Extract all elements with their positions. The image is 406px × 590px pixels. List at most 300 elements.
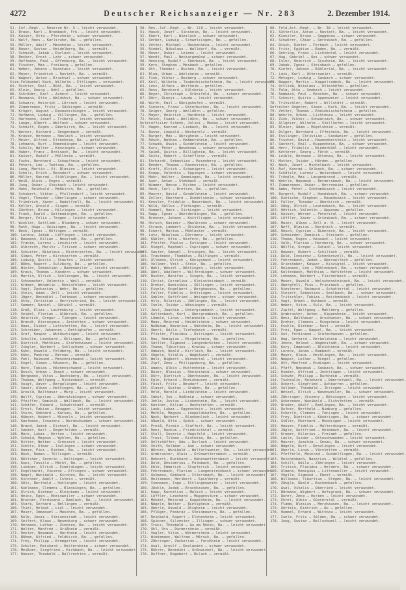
casualty-list-line: 176. Duffner, Dagobert — Bulach — vermißt. bbox=[140, 551, 231, 556]
casualty-list-line: 103. Albrecht, Moritz — Titisee — schwer verwundet. bbox=[10, 245, 121, 250]
casualty-list-line: 112. Wölfle, Gregor — Gutach — leicht verwundet. bbox=[270, 245, 374, 250]
casualty-list-line: 175. Schuler, Reinhard — Heitersheim — schwer verwundet. bbox=[10, 543, 132, 548]
casualty-list-line: 162. Ulrich, Dietmar — Kleinkems — leicht verwundet. bbox=[10, 489, 123, 494]
casualty-list-line: 51. Hauck, Josef — Sinsheim, Ba. — leicht verwundet. bbox=[140, 30, 253, 35]
casualty-list-line: 84. Knapp, Valentin — Eppingen — schwer verwundet. bbox=[140, 170, 249, 175]
casualty-list-line: 53. Gerber, Ludwig — Schwetzingen, Ba. — gefallen. bbox=[140, 38, 249, 43]
casualty-list-line: 133. Dürr, Dietrich — Oberhausen, Ba. — leicht verwundet. bbox=[140, 373, 264, 378]
casualty-list-line: 128. Armbruster, Anton — Kippenheim — leicht verwundet. bbox=[270, 311, 389, 316]
casualty-list-line: 123. Steiert, Sebastian — Seelbach, Ba. — schwer verwundet. bbox=[270, 291, 398, 295]
casualty-list-line: 75. Burger, Max — Obrigheim — leicht verwundet. bbox=[140, 133, 242, 138]
casualty-list-line: 136. Kury, Immanuel — Bleichheim — leicht verwundet. bbox=[270, 344, 383, 349]
casualty-list-line: 145. Preiß, Pirmin — Staffort, Ba. — leicht verwundet. bbox=[140, 423, 257, 428]
casualty-list-line: 122. Haas, Isidor — Lottstetten, Ba. — leicht verwundet. bbox=[10, 324, 132, 329]
casualty-list-line: 174. Flamm, Blasius — Merzhausen, Ba. — leicht verwundet. bbox=[270, 502, 394, 507]
casualty-list-line: 128. Vögele, Vitalis — Waghäusel — vermißt. bbox=[140, 353, 234, 358]
casualty-list-line: 165. Oberle, Oswald — Ötigheim — leicht verwundet. bbox=[140, 506, 249, 511]
casualty-list-line: 77. Schwab, Oswin — Gundelsheim — leicht verwundet. bbox=[140, 141, 251, 146]
casualty-list-line: 106. Maier, Alban — Zell a. H. — leicht verwundet. bbox=[270, 220, 379, 225]
casualty-list-line: 163. Mündel, Meinrad — Kuppenheim, Ba. — leicht verwundet. bbox=[140, 498, 266, 503]
casualty-list-line: 126. Weber, Vitus — Sulz, Ba. — leicht verwundet. bbox=[270, 303, 377, 308]
casualty-list-line: 107. Neff, Blasius — Nordrach — vermißt. bbox=[270, 224, 357, 229]
casualty-list-line: 52. Ebert, Karl — Wiesloch — schwer verwundet. bbox=[140, 34, 240, 39]
casualty-list-line: 70. Krüger, August — Donaueschingen — leicht verwundet. bbox=[10, 108, 129, 113]
casualty-list-line: 163. Reichenbach, Nazarius — Wildtal — gefallen. bbox=[270, 456, 374, 461]
casualty-list-line: 59. Hoffmann, Paul — Offenburg, Ba. — leicht verwundet. bbox=[10, 59, 129, 64]
casualty-list-line: 168. Kolb, Jonas — Steinenstadt — leicht verwundet. bbox=[10, 514, 121, 519]
casualty-list-line: 86. Fischer, David — Haueneberstein — leicht verwundet. bbox=[270, 137, 389, 142]
casualty-list-line: 173. Zähringer, Zacharias — Forchheim — leicht verwundet. bbox=[140, 539, 264, 544]
casualty-list-line: 125. Vogt, Urban — Kuhbach — vermißt. bbox=[270, 299, 351, 304]
casualty-list-line: 130. Zipf, Zeno — Philippsburg, Ba. — gefallen. bbox=[140, 361, 242, 366]
casualty-list-line: 67. Hug, Gabriel — Oos — schwer verwundet. bbox=[270, 54, 361, 59]
casualty-list-line: 85. Esslinger, Christian — Sandweier — gefallen. bbox=[270, 133, 374, 138]
casualty-list-line: 58. Henning, Rudolf — Eberbach, Ba. — leicht verwundet. bbox=[140, 59, 259, 64]
casualty-list-line: 78. Kurz, Peter — Neudenau — schwer verwundet. bbox=[140, 146, 240, 151]
casualty-list-line: 104. Kaiser, Werner — Peterstal — leicht verwundet. bbox=[270, 212, 381, 217]
casualty-list-line: 125. Sattler, Sigmund — Langenbrücken — leicht verwundet. bbox=[140, 340, 264, 345]
casualty-list-line: 115. Jäger, Benedikt — Todtmoos — schwer verwundet. bbox=[10, 295, 121, 300]
page-bottom-edge bbox=[0, 580, 400, 590]
casualty-list-line: 152. Haase, Pius — Riehen, Ba. — leicht verwundet. bbox=[10, 448, 119, 453]
casualty-list-line: 91. Kessler, Fridolin — Bauerbach, Ba. — leicht verwundet. bbox=[140, 199, 266, 204]
casualty-list-line: 131. Eschle, Dietmar — Rust — vermißt. bbox=[270, 324, 353, 329]
casualty-list-line: 101. Faller, Theodor — Oberkirch — vermißt. bbox=[270, 199, 364, 204]
casualty-list-line: 157. Kromer, Hilarius — Freiamt — gefallen. bbox=[270, 431, 364, 436]
casualty-list-line: 175. Bührer, Benedikt — Grünwinkel, Ba. — leicht verwundet. bbox=[140, 547, 268, 552]
casualty-list-line: 167. Reinbold, Rupert — Elchesheim — leicht verwundet. bbox=[140, 514, 257, 519]
casualty-list-line: 73. Hagen, Konrad — Limbach, Ba. — leicht verwundet. bbox=[140, 125, 253, 130]
casualty-list-line: 72. Hartmann, Josef — Triberg — leicht verwundet. bbox=[10, 117, 117, 122]
casualty-list-line: 100. Lorenz, Jakob — Löffingen — leicht verwundet. bbox=[10, 233, 119, 238]
casualty-list-line: 170. Uhl, Urs — Durmersheim — vermißt. bbox=[140, 527, 223, 532]
casualty-list-line: 89. Hahn, Reinhold — Meßkirch, Ba. — gefallen. bbox=[10, 187, 110, 192]
casualty-list-line: 174. Asal, Arnulf — Daxlanden — schwer verwundet. bbox=[140, 543, 247, 548]
casualty-list-line: 165. Tritsch, Placidus — Herdern, Ba. — schwer verwundet. bbox=[270, 464, 394, 469]
casualty-list-line: 52. Braun, Karl — Brombach, Frk. — leicht verwundet. bbox=[10, 30, 123, 35]
header-rule bbox=[10, 23, 390, 24]
casualty-list-line: 100. Kübler, Otto — Niefern, Ba. — gefallen. bbox=[140, 237, 236, 242]
casualty-list-line: 101. Pfeifer, Paulus — Eutingen — leicht verwundet. bbox=[140, 241, 251, 246]
casualty-list-line: 99. Burgert, Rudolf — Hundsbach, Ba. — schwer verwundet. bbox=[270, 191, 392, 196]
casualty-list-line: 127. Zipfel, Wolfgang — Mahlberg — gefallen. bbox=[270, 307, 366, 312]
casualty-list-line: 133. Gut, Ferdinand — Grafenhausen — gefallen. bbox=[270, 332, 370, 337]
casualty-list-line: 145. Kaufmann, Innozenz — Nordschwaben — schwer verwundet. bbox=[10, 419, 136, 424]
casualty-list-line: 95. Brenner, Johann — Knittlingen — leicht verwundet. bbox=[140, 216, 255, 221]
text-column-2 bbox=[140, 26, 277, 576]
casualty-list-line: 150. Veith, Volkmar — Aue — schwer verwundet. bbox=[140, 444, 238, 449]
casualty-list-line: 140. Ott, Manfred — Endingen — leicht verwundet. bbox=[270, 361, 374, 366]
casualty-list-line: 73. Nopper, Martin — Kappelrodeck, Ba. — leicht verwundet. bbox=[270, 79, 396, 84]
casualty-list-line: 122. Riesterer, Raimund — Schuttertal — leicht verwundet. bbox=[270, 286, 394, 291]
casualty-list-line: 160. Nägele, Kurt — Denzlingen — leicht verwundet. bbox=[270, 444, 379, 449]
casualty-list-line: 134. Egle, Erhard — Rheinhausen — vermißt. bbox=[140, 377, 231, 382]
casualty-list-line: 97. Straub, Lambert — Ötisheim, Ba. — leicht verwundet. bbox=[140, 224, 259, 229]
casualty-list-line: 68. Wirth, Emil — Königshofen — vermißt. bbox=[140, 100, 227, 105]
casualty-list-line: 96. Wehrle, Nepomuk — Bermersbach, Ba. — leicht verwundet. bbox=[270, 179, 396, 184]
casualty-list-line: 121. Brandt, Hieronymus — Jestetten — schwer verwundet. bbox=[10, 319, 129, 324]
casualty-list-line: 95. Tröndle, Max — Langenbrand — vermißt. bbox=[270, 175, 359, 180]
casualty-list-line: 166. Ulmann, Remigius — Littenweiler — leicht verwundet. bbox=[270, 469, 392, 474]
casualty-list-line: 66. Gehring, Franz — Lichtental — leicht verwundet. bbox=[270, 50, 381, 55]
casualty-list-line: 124. Tritschler, Tobias — Reichenbach — leicht verwundet. bbox=[270, 295, 394, 300]
casualty-list-line: 173. Böhme, Otfried — Feldkirch, Ba. — gefallen. bbox=[10, 535, 114, 540]
casualty-list-line: 106. Ludwig, Quirin — Staufen — leicht verwundet. bbox=[10, 257, 117, 262]
casualty-list-line: 129. Walz, Wigbert — Wiesental — leicht verwundet. bbox=[140, 357, 249, 362]
casualty-list-line: 117. Sommer, Daniel — Görwihl — vermißt. bbox=[10, 303, 97, 308]
casualty-list-line: 151. Schütz, Otmar — Inzlingen — schwer verwundet. bbox=[10, 444, 119, 449]
casualty-list-line: 92. Wild, Gallus — Flehingen — vermißt. bbox=[140, 204, 225, 209]
casualty-list-line: 81. Zink, Viktor — Schwarzach, Ba. — schwer verwundet. bbox=[270, 117, 387, 122]
casualty-list-line: 105. Simon, Peter — Kirchzarten — vermißt. bbox=[10, 253, 101, 258]
casualty-list-line: Unteroffizier Schenk, Julius — Mudau — leicht verwundet. bbox=[140, 121, 262, 126]
casualty-list-line: 56. Moser, Oskar — Leimen — leicht verwundet. bbox=[140, 50, 238, 55]
casualty-list-line: 63. Schwörer, Cäsar — Gernsbach, Ba. — gefallen. bbox=[270, 38, 374, 43]
casualty-list-line: 69. Sievers, Franz — Osterburken, Ba. — leicht verwundet. bbox=[140, 104, 264, 109]
casualty-list-line: 119. Seidel, Florian — Albbruck, Ba. — gefallen. bbox=[10, 311, 114, 316]
casualty-list-line: 177. Hauser, Theobald — Ballrechten — vermißt. bbox=[10, 551, 110, 556]
casualty-list-line: 157. Gutmann, Gebhard — Ittersbach, Ba. — leicht verwundet. bbox=[140, 473, 268, 478]
casualty-list-line: 91. Mutter, Isidor — Hörden — gefallen. bbox=[270, 158, 355, 163]
casualty-list-line: 73. Lange, Albert — Wolfach — schwer verwundet. bbox=[10, 121, 112, 126]
casualty-list-line: 148. Trost, Tilman — Rintheim, Ba. — gefallen. bbox=[140, 435, 240, 440]
casualty-list-line: 76. Rösch, Nathan — Haßmersheim, Ba. — gefallen. bbox=[140, 137, 244, 142]
casualty-list-line: 82. Fuchs, Bernhard — Schopfheim — leicht verwundet. bbox=[10, 158, 123, 163]
casualty-list-line: 84. Lang, Martin — St. Blasien — leicht verwundet. bbox=[10, 166, 119, 171]
casualty-list-line: 61. Blum, Urban — Adelsheim — vermißt. bbox=[140, 71, 223, 76]
casualty-list-line: 62. Fink, Viktor — Boxberg — schwer verwundet. bbox=[140, 75, 240, 80]
casualty-list-line: 83. Peters, Leo — Todtnau, Ba. — gefallen. bbox=[10, 162, 101, 167]
issue-date: 2. Dezember 1914. bbox=[327, 9, 390, 18]
casualty-list-line: 65. Fritz, Egidius — Baden, Ba. — vermißt. bbox=[270, 46, 361, 51]
casualty-list-line: 93. Hummel, Hans — Sickingen — leicht verwundet. bbox=[140, 208, 244, 213]
casualty-list-line: 94. Rapp, Ignaz — Oberderdingen, Ba. — gefallen. bbox=[140, 212, 244, 217]
casualty-list-line: 60. Fischer, Max — Freiburg — gefallen. bbox=[10, 63, 95, 68]
casualty-list-line: 150. Bruder, Adolf — Bahlingen, Ba. — leicht verwundet. bbox=[270, 402, 389, 407]
text-column-1 bbox=[10, 26, 147, 576]
casualty-list-line: 111. Dreher, Dominikus — Söllingen — leicht verwundet. bbox=[140, 282, 257, 287]
casualty-list-line: 109. Schmieder, Dominik — Steinach — gefallen. bbox=[270, 233, 370, 238]
casualty-list-line: 70. Geiger, Georg — Walldürn — gefallen. bbox=[140, 108, 227, 113]
casualty-list-line: 66. Schröder, Karl — Achern — leicht verwundet. bbox=[10, 92, 112, 97]
casualty-list-line: 136. Voigt, Xaver — Bergalingen — leicht verwundet. bbox=[10, 382, 121, 387]
casualty-list-line: 105. Löffler, Xaver — Griesbach, Ba. — schwer verwundet. bbox=[270, 216, 392, 221]
casualty-list-line: 112. Krämer, Wendelin — Rheinfelden — leicht verwundet. bbox=[10, 282, 129, 287]
casualty-list-line: 175. Gerteis, Dietrich — Au — gefallen. bbox=[270, 506, 355, 511]
casualty-list-line: 76. Krause, Hermann — Haslach — leicht verwundet. bbox=[10, 133, 117, 138]
casualty-list-line: 74. Ortlieb, Nikolaus — Ottenhöfen — gefallen. bbox=[270, 83, 370, 88]
casualty-list-line: 68. Isler, Heinrich — Sinzheim, Ba. — leicht verwundet. bbox=[270, 59, 389, 64]
casualty-list-line: 53. Kaiser, Otto — Pforzheim — schwer verwundet. bbox=[10, 34, 114, 39]
casualty-list-line: 78. Lehmann, Kurt — Emmendingen — leicht verwundet. bbox=[10, 141, 121, 146]
casualty-list-line: 166. Pflüger, Pankraz — Steinmauern, Ba. — gefallen. bbox=[140, 510, 253, 515]
casualty-list-line: 88. Jung, Oskar — Stockach — leicht verwundet. bbox=[10, 183, 110, 188]
casualty-list-line: 176. Hummel, Erhard — Wittnau — leicht verwundet. bbox=[270, 510, 377, 515]
casualty-list-line: 114. Stein, Adam — Zell — leicht verwundet. bbox=[10, 291, 104, 295]
casualty-list-line: 176. Meißner, Siegfried — Eschbach, Ba. — leicht verwundet. bbox=[10, 547, 138, 552]
casualty-list-line: 107. Böhm, Rupert — Sulzburg, Ba. — gefallen. bbox=[10, 262, 108, 267]
casualty-list-line: 67. Neumann, Otto — Waldshut, Ba. — schwer verwundet. bbox=[10, 96, 125, 101]
casualty-list-line: 113. Vogt, Zacharias — Wehr, Ba. — gefallen. bbox=[10, 286, 106, 291]
casualty-list-line: 118. Kaltenbach, Matthias — Hofstetten — leicht verwundet. bbox=[270, 270, 396, 275]
casualty-list-line: 108. Winter, Sebastian — Badenweiler — leicht verwundet. bbox=[10, 266, 132, 271]
casualty-list-line: 158. Nagel, Wunibald — Kirchen, Ba. — leicht verwundet. bbox=[10, 473, 129, 478]
casualty-list-line: 129. Kühn, Pankraz — Bernau — vermißt. bbox=[10, 353, 93, 358]
casualty-list-line: 156. Jägle, Gottfried — Heimbach, Ba. — leicht verwundet. bbox=[270, 427, 394, 432]
casualty-list-line: 91. Vogel, Theodor — Überlingen — schwer verwundet. bbox=[10, 195, 121, 200]
column-divider-1 bbox=[136, 26, 137, 576]
casualty-list-line: 146. Renz, Rochus — Friedrichstal — vermißt. bbox=[140, 427, 236, 432]
casualty-list-line: 97. Winkler, Gottlieb — Blumberg — schwer verwundet. bbox=[10, 220, 123, 225]
casualty-list-line: 130. Pohl, Raimund — Menzenschwand — leicht verwundet. bbox=[10, 357, 127, 362]
casualty-list-line: 160. Jäckle, Jodok — Bruchhausen, Ba. — gefallen. bbox=[140, 485, 247, 490]
casualty-list-line: 98. Eckert, Markus — Mühlacker — vermißt. bbox=[140, 228, 229, 233]
casualty-list-line: 92. Nock, Josef — Michelbach — leicht verwundet. bbox=[270, 162, 374, 167]
casualty-list-line: 54. Wolf, Hans — Karlsruhe, Ba. — gefallen. bbox=[10, 38, 104, 43]
casualty-list-line: 57. Schmidt, Jakob — Durlach — leicht verwundet. bbox=[10, 50, 114, 55]
casualty-list-line: 54. Vetter, Michael — Hockenheim — leicht verwundet. bbox=[140, 42, 253, 47]
casualty-list-line: 149. Ueltzhöffer, Udo — Durlach — leicht verwundet. bbox=[140, 440, 251, 445]
casualty-list-line: 155. Hauser, Fidelis — Malterdingen — vermißt. bbox=[270, 423, 370, 428]
casualty-list-line: 55. Müller, Adolf — Mannheim — leicht verwundet. bbox=[10, 42, 114, 47]
casualty-list-line: 113. Baumer, Hubert — Schiltach — vermißt. bbox=[270, 249, 361, 254]
casualty-list-line: 99. Lutz, Nikolaus — Dürrmenz — leicht verwundet. bbox=[140, 233, 247, 238]
casualty-list-line: 138. Mayer, Klaus — Hecklingen, Ba. — leicht verwundet. bbox=[270, 353, 389, 358]
casualty-list-line: 120. Moser, Oswald — Welschensteinach, Ba. — leicht verwundet. bbox=[270, 278, 405, 283]
casualty-list-line: 125. Schulte, Leonhard — Ühlingen, Ba. — gefallen. bbox=[10, 336, 119, 341]
casualty-list-line: 160. Götz, Berthold — Huttingen — leicht verwundet. bbox=[10, 481, 121, 486]
casualty-list-line: 141. Schäfer, Eduard — Schwörstadt — vermißt. bbox=[10, 402, 108, 407]
casualty-list-line: 117. Heizmann, Leo — Mühlenbach, Ba. — schwer verwundet. bbox=[270, 266, 392, 271]
casualty-list-line: 82. Allgeier, Wilhelm — Stollhofen — leicht verwundet. bbox=[270, 121, 387, 126]
casualty-list-line: 149. Ackermann, Wunibald — Eichstetten — vermißt. bbox=[270, 398, 377, 403]
casualty-list-line: 168. Willmann, Tiburtius — Stegen, Ba. — leicht verwundet. bbox=[270, 477, 396, 482]
casualty-list-line: 92. Friedrich, Xaver — Radolfzell, Ba. — leicht verwundet. bbox=[10, 199, 136, 204]
casualty-list-line: 131. Amann, Albin — Huttenheim — leicht verwundet. bbox=[140, 365, 249, 370]
casualty-list-line: 50. Res.-Inf.-Regt. — Nr. 110 — leicht verwundet. bbox=[140, 26, 247, 30]
casualty-list-line: 139. Nopper, Lothar — Riegel — gefallen. bbox=[270, 357, 357, 362]
casualty-list-line: 148. Marx, Lukas — Herten — leicht verwundet. bbox=[10, 431, 108, 436]
casualty-list-line: 62. Meyer, Friedrich — Rastatt, Ba. — vermißt. bbox=[10, 71, 110, 76]
casualty-list-line: 98. Ambs, Peter — Schönmünzach — leicht verwundet. bbox=[270, 187, 379, 192]
casualty-list-line: 109. Bucher, Bonifaz — Singen, Ba. — leicht verwundet. bbox=[140, 274, 257, 279]
casualty-list-line: 71. Hofmann, Ludwig — Villingen, Ba. — gefallen. bbox=[10, 112, 114, 117]
casualty-list-line: 142. Ernst, Fabian — Beuggen — leicht verwundet. bbox=[10, 406, 114, 411]
casualty-list-line: 135. Thomas, Wolfgang — Rickenbach — vermißt. bbox=[10, 377, 108, 382]
casualty-list-line: 119. Lämmle, Linus — Helmsheim — leicht verwundet. bbox=[140, 315, 249, 320]
casualty-list-line: 72. Reich, Isaak — Walldürn, Ba. — schwer verwundet. bbox=[140, 117, 253, 122]
casualty-list-line: 77. Schnurr, Quirin — Appenweier — leicht verwundet. bbox=[270, 96, 383, 101]
casualty-list-line: 80. Wehrle, Urban — Lichtenau — leicht verwundet. bbox=[270, 112, 377, 117]
casualty-list-line: 60. Feld-Art.-Regt. — Nr. 30 — leicht verwundet. bbox=[270, 26, 374, 30]
page-number: 4272 bbox=[10, 9, 26, 18]
casualty-list-line: 71. Lais, Karl — Ottersweier — vermißt. bbox=[270, 71, 355, 76]
casualty-list-line: 51. Inf.-Regt. — Reserve Nr. 5 — leicht verwundet. bbox=[10, 26, 119, 30]
casualty-list-line: 124. Graf, Kaspar — Wutöschingen — leicht verwundet. bbox=[10, 332, 123, 337]
casualty-list-line: 140. Kastner, Kilian — Hochstetten — vermißt. bbox=[140, 402, 238, 407]
casualty-list-line: 122. Obert, Odilo — Tiefenbach — vermißt. bbox=[140, 328, 229, 333]
casualty-list-line: 120. Heinrich, Gregor — Tiengen — leicht verwundet. bbox=[10, 315, 121, 320]
casualty-list-line: 150. Ritter, Notker — Grenzach — leicht verwundet. bbox=[10, 440, 119, 445]
casualty-list-line: 124. Rau, Remigius — Mingolsheim, Ba. — gefallen. bbox=[140, 336, 247, 341]
casualty-list-line: 126. Thoma, Tiburtius — Kronau — schwer verwundet. bbox=[140, 344, 249, 349]
casualty-list-line: 170. Asal, Vitalis — Oberried — leicht verwundet. bbox=[270, 485, 377, 490]
casualty-list-line: 134. Hog, Gerhard — Herbolzheim — leicht verwundet. bbox=[270, 336, 381, 341]
casualty-list-line: 129. Benz, Balthasar — Orschweier, Ba. — schwer verwundet. bbox=[270, 315, 396, 320]
text-column-3 bbox=[270, 26, 406, 576]
casualty-list-line: 135. Faist, Fritz — Neudorf — leicht verwundet. bbox=[140, 382, 242, 387]
casualty-list-line: 62. Kienzler, Bruno — Gaggenau — schwer verwundet. bbox=[270, 34, 379, 39]
casualty-list-line: 164. Brunner, Ferdinand — Bamlach, Ba. — leicht verwundet. bbox=[10, 498, 136, 503]
casualty-list-line: 118. Groß, Elias — Laufenburg — leicht verwundet. bbox=[10, 307, 117, 312]
casualty-list-line: 141. Laub, Lukas — Eggenstein — leicht verwundet. bbox=[140, 406, 247, 411]
casualty-list-line: 152. Eckerle, Clemens — Teningen — leicht verwundet. bbox=[270, 411, 383, 416]
casualty-list-line: 143. Schwär, Philipp — Burkheim — vermißt. bbox=[270, 373, 361, 378]
casualty-list-line: 107. Wahl, Wenzel — Nöttingen — leicht verwundet. bbox=[140, 266, 247, 271]
casualty-list-line: 148. Zähringer, Vinzenz — Bötzingen — leicht verwundet. bbox=[270, 394, 389, 399]
casualty-list-line: 134. Bergmann, Vitus — Dachsberg, Ba. — leicht verwundet. bbox=[10, 373, 134, 378]
casualty-list-line: 96. Berger, Felix — Tengen — leicht verwundet. bbox=[10, 216, 110, 221]
casualty-list-line: 172. Dorer, Zeno — Horben — leicht verwundet. bbox=[270, 493, 368, 498]
page-header bbox=[10, 9, 390, 21]
casualty-list-line: 61. Weber, Johann — Konstanz — leicht verwundet. bbox=[10, 67, 114, 72]
casualty-list-line: 137. Lorenz, Jonas — Bombach — vermißt. bbox=[270, 348, 355, 353]
casualty-list-line: 76. Rombach, Paul — Renchen, Ba. — schwer verwundet. bbox=[270, 92, 383, 97]
casualty-list-line: 110. Martin, Ulrich — Schliengen, Ba. — leicht verwundet. bbox=[10, 274, 134, 279]
casualty-list-line: 132. Horn, Tobias — Höchenschwand — leicht verwundet. bbox=[10, 365, 125, 370]
casualty-list-line: 69. Jakob, Ignaz — Steinbach — gefallen. bbox=[270, 63, 357, 68]
casualty-list-line: 161. Oberle, Linus — Vörstetten — vermißt. bbox=[270, 448, 361, 453]
casualty-list-line: 135. Jenne, Helmut — Wagenstadt, Ba. — schwer verwundet. bbox=[270, 340, 392, 345]
casualty-list-line: 121. Nußbaum, Nazarius — Odenheim, Ba. — leicht verwundet. bbox=[140, 324, 266, 329]
casualty-list-line: 69. Zimmermann, Fritz — Säckingen — vermißt. bbox=[10, 104, 106, 109]
casualty-list-line: Gefreiter Ungerer, Simon — Kork, Ba. — leicht verwundet. bbox=[270, 104, 392, 109]
casualty-list-line: 161. Kuhlmann, Clemens — Blansingen, Ba. — gefallen. bbox=[10, 485, 123, 490]
casualty-list-line: 152. Armbruster, Alois — Grünwettersbach — vermißt. bbox=[140, 452, 251, 457]
casualty-list-line: 82. Bender, Thomas — Ravenstein, Ba. — gefallen. bbox=[140, 162, 244, 167]
casualty-list-line: 171. Bärmann, Wigbert — Hofsgrund, Ba. — schwer verwundet. bbox=[270, 489, 396, 494]
casualty-list-line: 123. Schreiber, Johannes — Dettighofen — vermißt. bbox=[10, 328, 117, 333]
casualty-list-line: 83. Kraft, Ulrich — Schweigern — leicht verwundet. bbox=[140, 166, 249, 171]
casualty-list-line: 85. Mohr, Walter — Gemmingen, Ba. — leicht verwundet. bbox=[140, 175, 255, 180]
casualty-list-line: 112. Eisele, Engelbert — Berghausen, Ba. — gefallen. bbox=[140, 286, 253, 291]
casualty-list-line: 127. Umbach, Ubald — Kirrlach, Ba. — leicht verwundet. bbox=[140, 348, 257, 353]
casualty-list-line: 85. Scholz, Erich — Bonndorf — schwer verwundet. bbox=[10, 170, 114, 175]
casualty-list-line: 121. Obergfell, Pius — Prinzbach — gefallen. bbox=[270, 282, 366, 287]
casualty-list-line: 147. Wetzel, Ulrich — Wasenweiler, Ba. — schwer verwundet. bbox=[270, 390, 396, 395]
casualty-list-line: 114. Gabler, Gottfried — Weingarten — schwer verwundet. bbox=[140, 295, 259, 300]
casualty-list-line: 116. Otto, Christian — Herrischried, Ba. — leicht verwundet. bbox=[10, 299, 140, 304]
casualty-list-line: 61. Sütterlin, Anton — Rastatt, Ba. — leicht verwundet. bbox=[270, 30, 389, 35]
casualty-list-line: 157. Engelhardt, Vinzenz — Efringen — schwer verwundet. bbox=[10, 469, 129, 474]
casualty-list-line: 81. Kaiser, Rudolf — Müllheim — vermißt. bbox=[10, 154, 97, 159]
column-divider-2 bbox=[266, 26, 267, 576]
casualty-list-line: 58. Becker, Ernst — Lahr — schwer verwundet. bbox=[10, 54, 106, 59]
casualty-list-line: 132. Baier, Blasius — Rheinsheim — schwer verwundet. bbox=[140, 369, 253, 374]
casualty-list-line: 163. Heinz, Egon — Rheinweiler — schwer verwundet. bbox=[10, 493, 119, 498]
casualty-list-line: 169. Trunz, Theobald — Au am Rhein, Ba. — leicht verwundet. bbox=[140, 522, 268, 527]
casualty-list-line: 136. Glaser, Gustav — Graben, Ba. — gefallen. bbox=[140, 386, 238, 391]
casualty-list-line: 138. Arnold, Balthasar — Murg — leicht verwundet. bbox=[10, 390, 117, 395]
casualty-list-line: 151. Wörner, Wunibald — Wolfartsweier, Ba. — leicht verwundet. bbox=[140, 448, 275, 453]
casualty-list-line: 80. Seitz, Robert — Schefflenz — vermißt. bbox=[140, 154, 229, 159]
casualty-list-line: 79. Spieß, Quirin — Billigheim, Ba. — leicht verwundet. bbox=[140, 150, 259, 155]
casualty-list-line: 77. Meier, Alfred — Ettenheim, Ba. — gefallen. bbox=[10, 137, 110, 142]
casualty-list-line: 78. Tritschler, Robert — Willstätt — vermißt. bbox=[270, 100, 368, 105]
casualty-list-line: 87. Weiß, Alois — Engen — vermißt. bbox=[10, 179, 84, 184]
casualty-list-line: 83. Bleier, Adam — Hügelsheim — vermißt. bbox=[270, 125, 357, 130]
casualty-list-line: 164. Nägele, Notker — Bietigheim — vermißt. bbox=[140, 502, 234, 507]
casualty-list-line: 170. Hermann, Lothar — Zienken, Ba. — leicht verwundet. bbox=[10, 522, 129, 527]
casualty-list-line: 171. Walter, Manfred — Grißheim — vermißt. bbox=[10, 527, 101, 532]
casualty-list-line: 81. Ehrhardt, Sebastian — Rosenberg — leicht verwundet. bbox=[140, 158, 259, 163]
casualty-list-line: 87. Gantert, Emil — Kuppenheim, Ba. — schwer verwundet. bbox=[270, 141, 389, 146]
casualty-list-line: 98. Roth, Hugo — Geisingen, Ba. — leicht verwundet. bbox=[10, 224, 121, 229]
casualty-list-line: 149. Schmid, Magnus — Wyhlen, Ba. — gefallen. bbox=[10, 435, 108, 440]
casualty-list-line: 74. Schmitt, Eugen — Oberkirch, Ba. — leicht verwundet. bbox=[10, 125, 129, 130]
casualty-list-line: 75. Werner, Richard — Gengenbach — vermißt. bbox=[10, 129, 104, 134]
casualty-list-line: 144. Oßwald, Otto — Spöck — schwer verwundet. bbox=[140, 419, 238, 424]
casualty-list-line: 64. Disch, Dieter — Forbach — leicht verwundet. bbox=[270, 42, 372, 47]
casualty-list-line: 70. Kiefer, Johann — Bühlertal, Ba. — leicht verwundet. bbox=[270, 67, 389, 72]
casualty-list-line: 102. Riegel, Raphael — Ispringen — schwer verwundet. bbox=[140, 245, 253, 250]
casualty-list-line: 162. Pfefferle, Meinrad — Gundelfingen, Ba. — leicht verwundet. bbox=[270, 452, 406, 457]
casualty-list-line: 168. Spinner, Silvester — Illingen — schwer verwundet. bbox=[140, 518, 257, 523]
casualty-list-line: 137. Sauer, Alban — Hottingen, Ba. — gefallen. bbox=[10, 386, 110, 391]
casualty-list-line: 132. Frei, Egon — Kappel, Ba. — leicht verwundet. bbox=[270, 328, 377, 333]
casualty-list-line: 158. Heitzmann, Heribert — Spielberg — vermißt. bbox=[140, 477, 242, 482]
casualty-list-line: 102. Franke, Lorenz — Lenzkirch — leicht verwundet. bbox=[10, 241, 121, 246]
casualty-list-line: 63. Keil, Wilhelm — Tauberbischofsheim, Ba. — leicht verwundet. bbox=[140, 79, 277, 84]
casualty-list-line: 138. Imhof, Ivo — Rußheim — schwer verwundet. bbox=[140, 394, 238, 399]
casualty-list-line: 146. Vollmer, Theobald — Ihringen — leicht verwundet. bbox=[270, 386, 385, 391]
casualty-list-line: 102. Gäng, Ulrich — Lautenbach, Ba. — leicht verwundet. bbox=[270, 204, 389, 209]
casualty-list-line: 165. Stark, Gerhard — Bellingen — vermißt. bbox=[10, 502, 101, 507]
casualty-list-line: 103. Sauter, Samuel — Ersingen, Ba. — leicht verwundet. bbox=[140, 249, 259, 254]
casualty-list-line: 90. Schubert, Viktor — Pfullendorf — leicht verwundet. bbox=[10, 191, 127, 196]
casualty-list-line: 86. Auer, Anton — Stebbach — vermißt. bbox=[140, 179, 221, 184]
casualty-list-line: 167. Vögtle, Sigmund — Ebnet — vermißt. bbox=[270, 473, 355, 478]
casualty-list-line: 65. Klein, Georg — Kehl — gefallen. bbox=[10, 88, 86, 93]
casualty-list-line: 96. Hirsch, Kasimir — Maulbronn — schwer verwundet. bbox=[140, 220, 251, 225]
casualty-list-line: 111. Volk, Florian — Hornberg, Ba. — schwer verwundet. bbox=[270, 241, 387, 246]
casualty-list-line: 145. Ückert, Siegfried — Achkarren — gefallen. bbox=[270, 382, 370, 387]
casualty-list-line: 88. Heck, Carl — Bretten, Ba. — gefallen. bbox=[140, 187, 229, 192]
page-title: Deutscher Reichsanzeiger — Nr. 283 bbox=[103, 9, 297, 18]
casualty-list-line: 147. Stoll, Severin — Hagsfeld — leicht verwundet. bbox=[140, 431, 249, 436]
casualty-list-line: 99. Beck, Ignaz — Hüfingen — vermißt. bbox=[10, 228, 91, 233]
casualty-list-line: 169. Zängle, Ubald — Buchenbach — gefallen. bbox=[270, 481, 364, 486]
casualty-list-line: 55. Riedel, Nikolaus — Walldorf, Ba. — vermißt. bbox=[140, 46, 242, 51]
casualty-list-line: 141. Pfaff, Nepomuk — Sasbach, Ba. — schwer verwundet. bbox=[270, 365, 387, 370]
casualty-list-line: 123. Pfister, Placidus — Östringen — leicht verwundet. bbox=[140, 332, 257, 337]
casualty-list-line: 71. Mayer, Heinrich — Hardheim — leicht verwundet. bbox=[140, 112, 249, 117]
casualty-list-line: 131. Engel, Simon — Häusern, Ba. — gefallen. bbox=[10, 361, 106, 366]
casualty-list-line: 114. Dold, Innozenz — Schenkenzell, Ba. — leicht verwundet. bbox=[270, 253, 398, 258]
casualty-list-line: 111. Schumacher, Valentin — Weil — vermißt. bbox=[10, 278, 104, 283]
casualty-list-line: 130. Dreher, Clemens — Ringsheim — leicht verwundet. bbox=[270, 319, 383, 324]
casualty-list-line: 139. Jehle, Justus — Linkenheim, Ba. — leicht verwundet. bbox=[140, 398, 262, 403]
casualty-list-line: 166. Thiel, Helmut — Liel — leicht verwundet. bbox=[10, 506, 108, 511]
casualty-list-line: 143. Nock, Norbert — Blankenloch — leicht verwundet. bbox=[140, 415, 253, 420]
casualty-list-line: 63. Wagner, Anton — Bruchsal — schwer verwundet. bbox=[10, 75, 114, 80]
casualty-list-line: 66. Beyer, Christoph — Grünsfeld, Ba. — schwer verwundet. bbox=[140, 92, 264, 97]
casualty-list-line: 109. Kraus, Thomas — Kandern — schwer verwundet. bbox=[10, 270, 114, 275]
casualty-list-line: 143. Sturm, Gebhard — Karsau, Ba. — gefallen. bbox=[10, 411, 108, 416]
casualty-list-line: 101. Baumann, Kilian — Neustadt, Ba. — gefallen. bbox=[10, 237, 114, 242]
casualty-list-line: 108. Abel, Adalbert — Wilferdingen — schwer verwundet. bbox=[140, 270, 257, 275]
casualty-list-line: 144. Hübner, Hubert — Minseln — leicht verwundet. bbox=[10, 415, 117, 420]
